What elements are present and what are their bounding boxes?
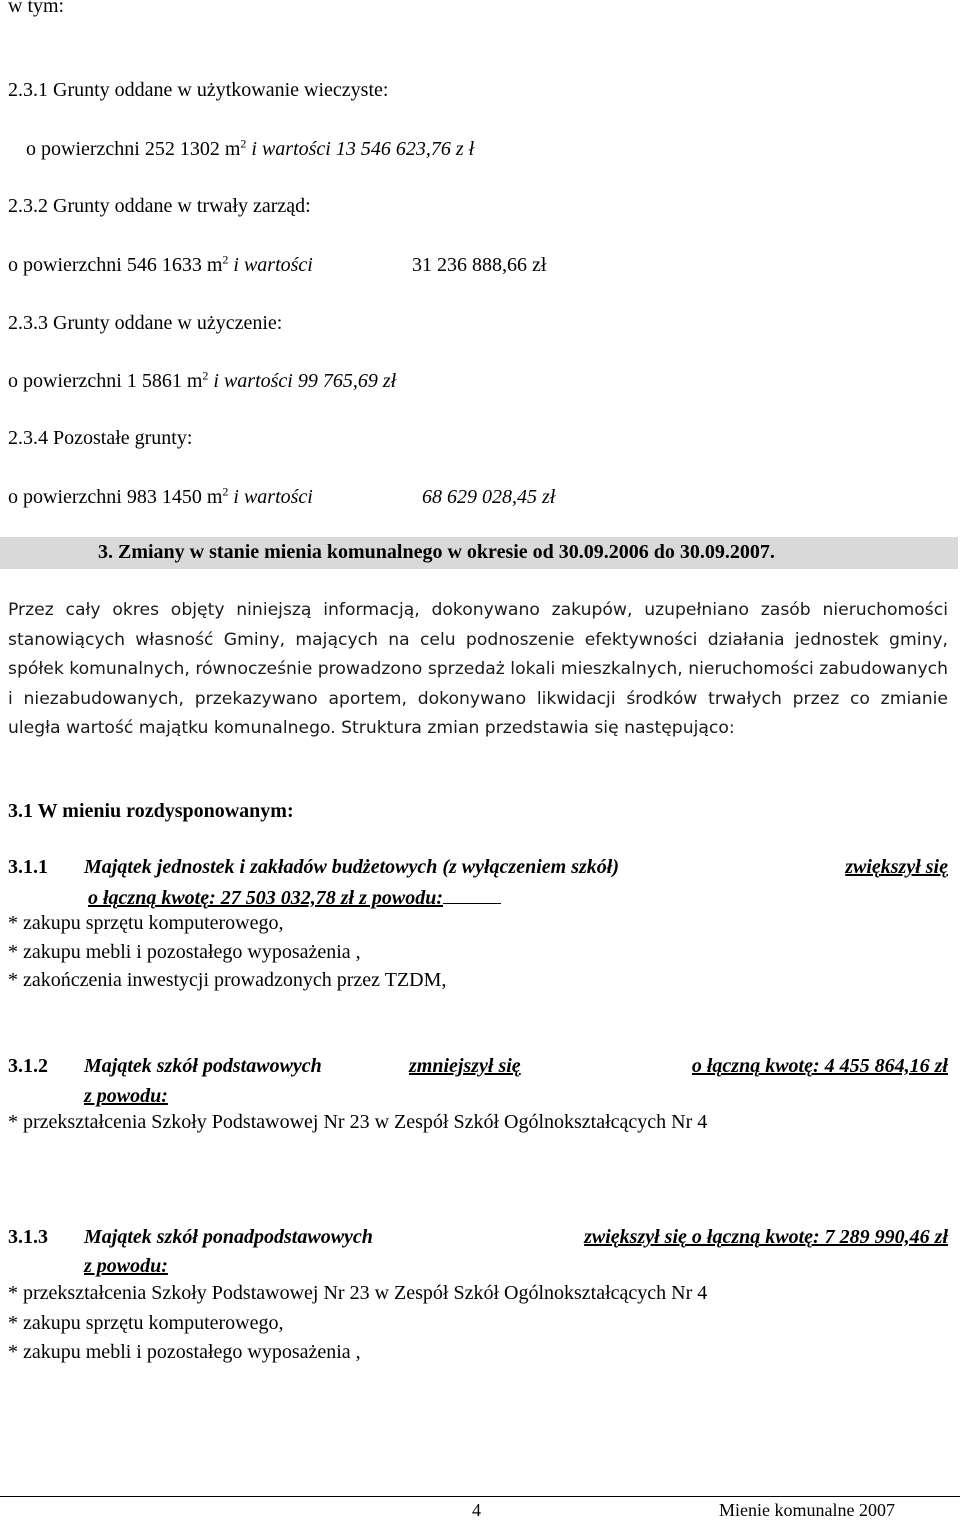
item-2-3-4-value: 68 629 028,45 zł [422, 486, 556, 508]
page-number: 4 [472, 1500, 481, 1520]
item-3-1-1-bullet: * zakończenia inwestycji prowadzonych przez TZDM, [8, 969, 447, 991]
item-2-3-1-detail: o powierzchni 252 1302 $m^2$ i wartości 13 546 623,76 z ł [26, 136, 475, 160]
intro-label: w tym: [8, 0, 65, 17]
item-3-1-3-change: zwiększył się o łączną kwotę: 7 289 990,46 zł [584, 1226, 948, 1248]
item-2-3-2-value: 31 236 888,66 zł [412, 254, 547, 276]
item-3-1-3-bullet: * zakupu sprzętu komputerowego, [8, 1312, 284, 1334]
item-2-3-3-detail: o powierzchni 1 5861 $m^2$ i wartości 99 765,69 zł [8, 368, 397, 392]
item-3-1-3-bullet: * zakupu mebli i pozostałego wyposażenia , [8, 1341, 361, 1363]
item-3-1-1-title-line: Majątek jednostek i zakładów budżetowych (z wyłączeniem szkół) zwiększył się [84, 856, 948, 878]
item-2-3-4-detail: o powierzchni 983 1450 $m^2$ i wartości [8, 484, 313, 508]
item-3-1-1-amount: o łączną kwotę: 27 503 032,78 zł z powodu: [88, 885, 501, 910]
item-2-3-2-detail: o powierzchni 546 1633 $m^2$ i wartości [8, 252, 313, 276]
item-3-1-3-title: Majątek szkół ponadpodstawowych [84, 1226, 373, 1248]
item-3-1-2-number: 3.1.2 [8, 1055, 48, 1077]
item-2-3-3-heading: 2.3.3 Grunty oddane w użyczenie: [8, 312, 283, 334]
item-3-1-1-number: 3.1.1 [8, 856, 48, 878]
item-3-1-3-bullet: * przekształcenia Szkoły Podstawowej Nr 23 w Zespół Szkół Ogólnokształcących Nr 4 [8, 1282, 708, 1304]
item-2-3-4-heading: 2.3.4 Pozostałe grunty: [8, 427, 193, 449]
item-2-3-1-heading: 2.3.1 Grunty oddane w użytkowanie wieczyste: [8, 79, 389, 101]
item-3-1-2-title: Majątek szkół podstawowych [84, 1055, 322, 1077]
item-3-1-3-number: 3.1.3 [8, 1226, 48, 1248]
item-3-1-2-reason: z powodu: [84, 1085, 168, 1107]
footer-rule [0, 1496, 960, 1497]
item-2-3-2-heading: 2.3.2 Grunty oddane w trwały zarząd: [8, 195, 311, 217]
item-3-1-3-reason: z powodu: [84, 1255, 168, 1277]
section-3-heading: 3. Zmiany w stanie mienia komunalnego w okresie od 30.09.2006 do 30.09.2007. [98, 541, 775, 563]
footer-title: Mienie komunalne 2007 [719, 1500, 895, 1520]
item-3-1-2-bullet: * przekształcenia Szkoły Podstawowej Nr 23 w Zespół Szkół Ogólnokształcących Nr 4 [8, 1111, 708, 1133]
item-3-1-2-change: zmniejszył się [409, 1055, 521, 1077]
section-3-1-heading: 3.1 W mieniu rozdysponowanym: [8, 800, 294, 822]
item-3-1-2-amount: o łączną kwotę: 4 455 864,16 zł [691, 1055, 948, 1077]
item-3-1-1-bullet: * zakupu sprzętu komputerowego, [8, 912, 284, 934]
item-3-1-1-bullet: * zakupu mebli i pozostałego wyposażenia , [8, 941, 361, 963]
section-3-paragraph: Przez cały okres objęty niniejszą informacją, dokonywano zakupów, uzupełniano zasób nieruchomości stanowiących własność Gminy, mających na celu podnoszenie efektywności działania jednostek gminy, spółek komunalnych, równocześnie prowadzono sprzedaż lokali mieszkalnych, nieruchomości zabudowanych i niezabudowanych, przekazywano aportem, dokonywano likwidacji środków trwałych przez co zmianie uległa wartość majątku komunalnego. Struktura zmian przedstawia się następująco: [8, 600, 948, 738]
